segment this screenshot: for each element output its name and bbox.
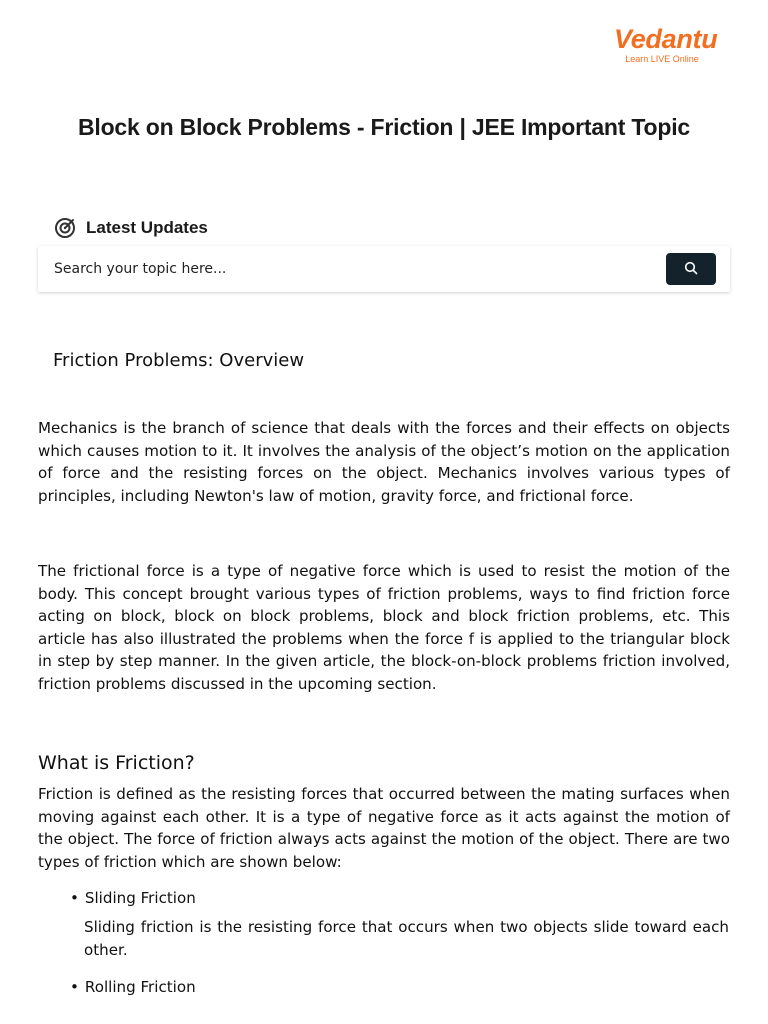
latest-updates[interactable] [54, 217, 208, 239]
overview-title: Friction Problems: Overview [53, 350, 305, 371]
paragraph-mechanics: Mechanics is the branch of science that deals with the forces and their effects on objects which causes motion to it. It involves the analysis of the object’s motion on the application of force and the resisting forces on the object. Mechanics involves various types of principles, including Newton's law of motion, gravity force, and frictional force. [38, 419, 730, 505]
bullet-marker: • [70, 889, 79, 907]
bullet-marker: • [70, 978, 79, 996]
paragraph-frictional-force: The frictional force is a type of negative force which is used to resist the motion of the body. This concept brought various types of friction problems, ways to find friction force acting on block, block on block problems, block and block friction problems, etc. This article has also illustrated the problems when the force f is applied to the triangular block in step by step manner. In the given article, the block-on-block problems friction involved, friction problems discussed in the upcoming section. [38, 562, 730, 693]
vedantu-logo[interactable] [614, 22, 718, 64]
bullet-sliding-friction [70, 889, 196, 907]
bullet-label: Rolling Friction [84, 978, 196, 996]
latest-updates-label: Latest Updates [86, 218, 208, 237]
logo-tagline: Learn LIVE Online [625, 54, 699, 64]
bullet-label: Sliding Friction [84, 889, 196, 907]
page-title: Block on Block Problems - Friction | JEE Important Topic [77, 114, 691, 140]
sliding-friction-description: Sliding friction is the resisting force that occurs when two objects slide toward each other. [84, 918, 729, 959]
what-is-friction-heading: What is Friction? [38, 752, 195, 774]
target-icon [54, 217, 76, 239]
paragraph-friction-definition: Friction is defined as the resisting forces that occurred between the mating surfaces when moving against each other. It is a type of negative force as it acts against the motion of the object. The force of friction always acts against the motion of the object. There are two types of friction which are shown below: [38, 785, 730, 871]
search-icon [684, 261, 698, 278]
search-button[interactable] [666, 253, 716, 285]
search-bar [38, 246, 730, 292]
logo-name: Vedantu [614, 24, 718, 54]
bullet-rolling-friction [70, 978, 196, 996]
search-input[interactable] [38, 246, 658, 292]
